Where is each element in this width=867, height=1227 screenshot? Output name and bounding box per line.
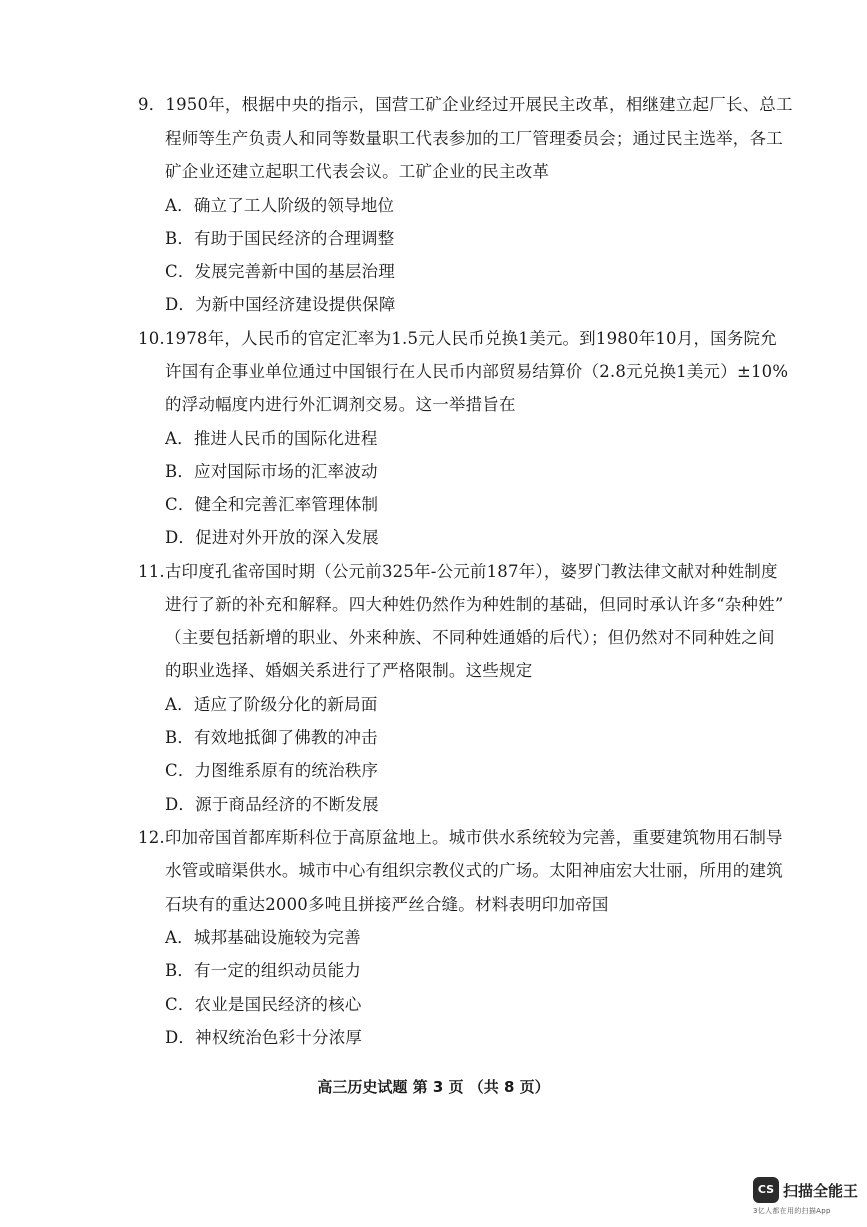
page-footer: 高三历史试题 第 3 页 （共 8 页） [317, 1078, 550, 1096]
option-b: B．有效地抵御了佛教的冲击 [165, 728, 378, 747]
question-stem-line: 石块有的重达2000多吨且拼接严丝合缝。材料表明印加帝国 [165, 895, 609, 914]
option-a: A．确立了工人阶级的领导地位 [165, 196, 395, 215]
option-c: C．农业是国民经济的核心 [165, 995, 362, 1014]
watermark-tagline: 3亿人都在用的扫描App [753, 1207, 831, 1215]
question-stem-line: 的浮动幅度内进行外汇调剂交易。这一举措旨在 [165, 395, 516, 414]
option-a: A．适应了阶级分化的新局面 [165, 695, 378, 714]
question-stem-line: 矿企业还建立起职工代表会议。工矿企业的民主改革 [165, 162, 550, 181]
option-b: B．应对国际市场的汇率波动 [165, 462, 378, 481]
option-d: D．为新中国经济建设提供保障 [165, 295, 396, 314]
question-stem-line: 进行了新的补充和解释。四大种姓仍然作为种姓制的基础，但同时承认许多“杂种姓” [165, 595, 784, 614]
option-c: C．力图维系原有的统治秩序 [165, 761, 379, 780]
option-b: B．有助于国民经济的合理调整 [165, 229, 395, 248]
question-stem-line: 12.印加帝国首都库斯科位于高原盆地上。城市供水系统较为完善，重要建筑物用石制导 [138, 828, 783, 847]
option-b: B．有一定的组织动员能力 [165, 961, 362, 980]
option-c: C．健全和完善汇率管理体制 [165, 495, 379, 514]
question-stem-line: 程师等生产负责人和同等数量职工代表参加的工厂管理委员会；通过民主选举，各工 [165, 129, 783, 148]
question-stem-line: 9．1950年，根据中央的指示，国营工矿企业经过开展民主改革，相继建立起厂长、总工 [138, 95, 793, 114]
question-stem-line: （主要包括新增的职业、外来种族、不同种姓通婚的后代）；但仍然对不同种姓之间 [165, 628, 775, 647]
option-d: D．促进对外开放的深入发展 [165, 528, 379, 547]
option-a: A．推进人民币的国际化进程 [165, 429, 378, 448]
option-d: D．神权统治色彩十分浓厚 [165, 1028, 363, 1047]
question-stem-line: 水管或暗渠供水。城市中心有组织宗教仪式的广场。太阳神庙宏大壮丽，所用的建筑 [165, 861, 783, 880]
camscanner-logo-icon: CS [753, 1177, 779, 1203]
question-stem-line: 许国有企事业单位通过中国银行在人民币内部贸易结算价（2.8元兑换1美元）±10% [165, 362, 789, 381]
question-stem-line: 11.古印度孔雀帝国时期（公元前325年-公元前187年），婆罗门教法律文献对种姓制度 [138, 562, 778, 581]
scanner-watermark [753, 1177, 859, 1215]
question-stem-line: 的职业选择、婚姻关系进行了严格限制。这些规定 [165, 661, 533, 680]
option-c: C．发展完善新中国的基层治理 [165, 262, 395, 281]
question-stem-line: 10.1978年，人民币的官定汇率为1.5元人民币兑换1美元。到1980年10月，国务院允 [138, 329, 777, 348]
option-a: A．城邦基础设施较为完善 [165, 928, 361, 947]
watermark-app-name: 扫描全能王 [783, 1182, 859, 1200]
option-d: D．源于商品经济的不断发展 [165, 795, 379, 814]
